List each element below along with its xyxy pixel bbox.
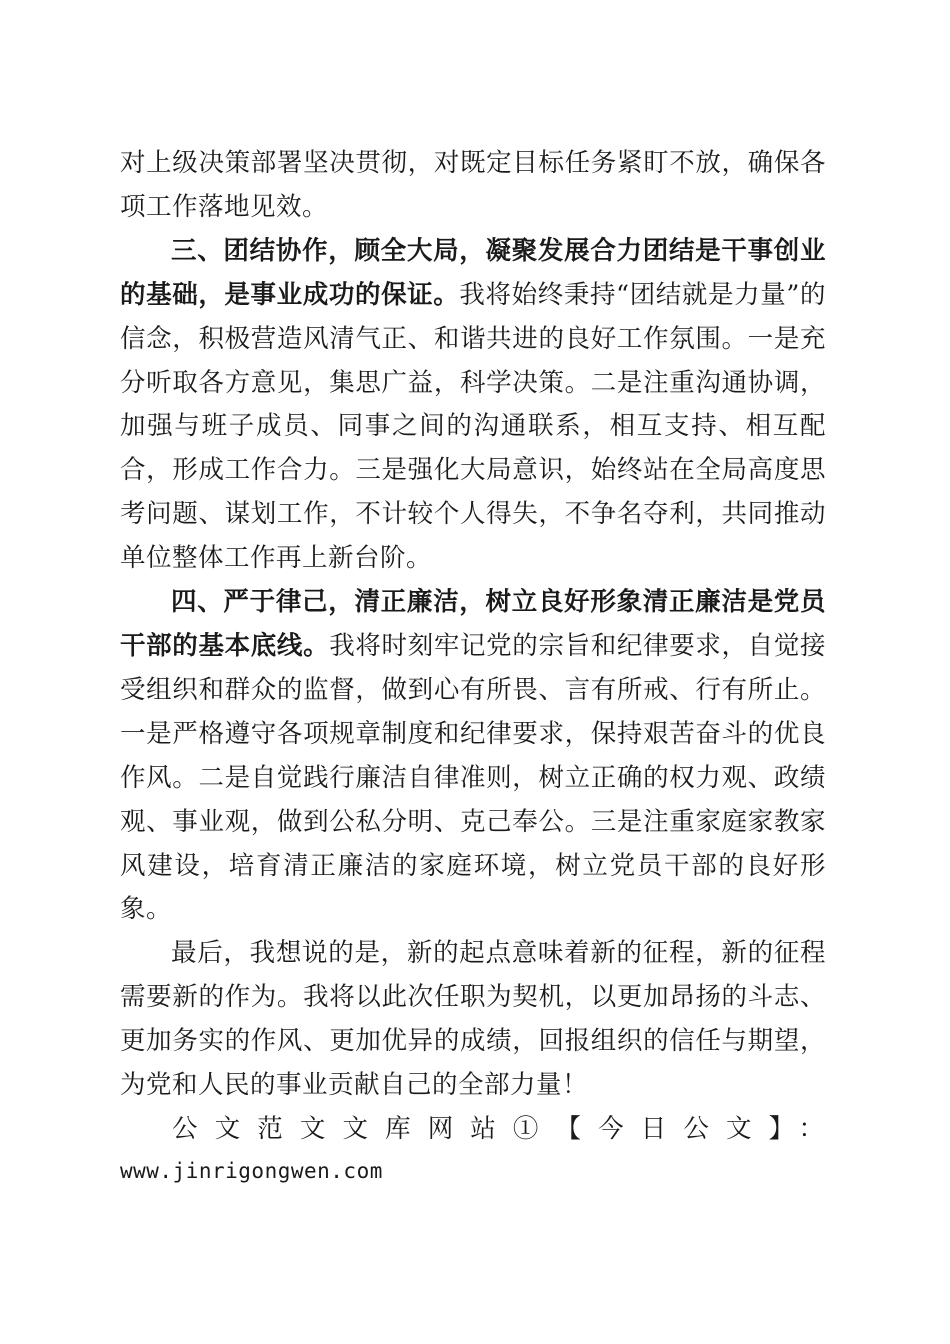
footer-site-label: 公文范文文库网站①【今日公文】：: [172, 1113, 826, 1144]
document-page: [120, 142, 826, 1190]
section-body-unity: 我将始终秉持“团结就是力量”的信念，积极营造风清气正、和谐共进的良好工作氛围。一是充分听取各方意见，集思广益，科学决策。二是注重沟通协调，加强与班子成员、同事之间的沟通联系，相互支持、相互配合，形成工作合力。三是强化大局意识，始终站在全局高度思考问题、谋划工作，不计较个人得失，不争名夺利，共同推动单位整体工作再上新台阶。: [120, 279, 826, 574]
paragraph-unity: [120, 230, 826, 581]
section-heading-integrity: 四、严于律己，清正廉洁，树立良好形象清正廉洁是党员干部的基本底线。: [120, 587, 826, 661]
paragraph-integrity: [120, 581, 826, 932]
paragraph-continuation: 对上级决策部署坚决贯彻，对既定目标任务紧盯不放，确保各项工作落地见效。: [120, 148, 826, 222]
section-body-integrity: 我将时刻牢记党的宗旨和纪律要求，自觉接受组织和群众的监督，做到心有所畏、言有所戒、行有所止。一是严格遵守各项规章制度和纪律要求，保持艰苦奋斗的优良作风。二是自觉践行廉洁自律准则，树立正确的权力观、政绩观、事业观，做到公私分明、克己奉公。三是注重家庭家教家风建设，培育清正廉洁的家庭环境，树立党员干部的良好形象。: [120, 630, 826, 925]
section-heading-unity: 三、团结协作，顾全大局，凝聚发展合力团结是干事创业的基础，是事业成功的保证。: [120, 235, 826, 310]
footer-site-url[interactable]: www.jinrigongwen.com: [120, 1158, 383, 1183]
paragraph-closing: 最后，我想说的是，新的起点意味着新的征程，新的征程需要新的作为。我将以此次任职为契机，以更加昂扬的斗志、更加务实的作风、更加优异的成绩，回报组织的信任与期望，为党和人民的事业贡献自己的全部力量！: [120, 938, 826, 1101]
